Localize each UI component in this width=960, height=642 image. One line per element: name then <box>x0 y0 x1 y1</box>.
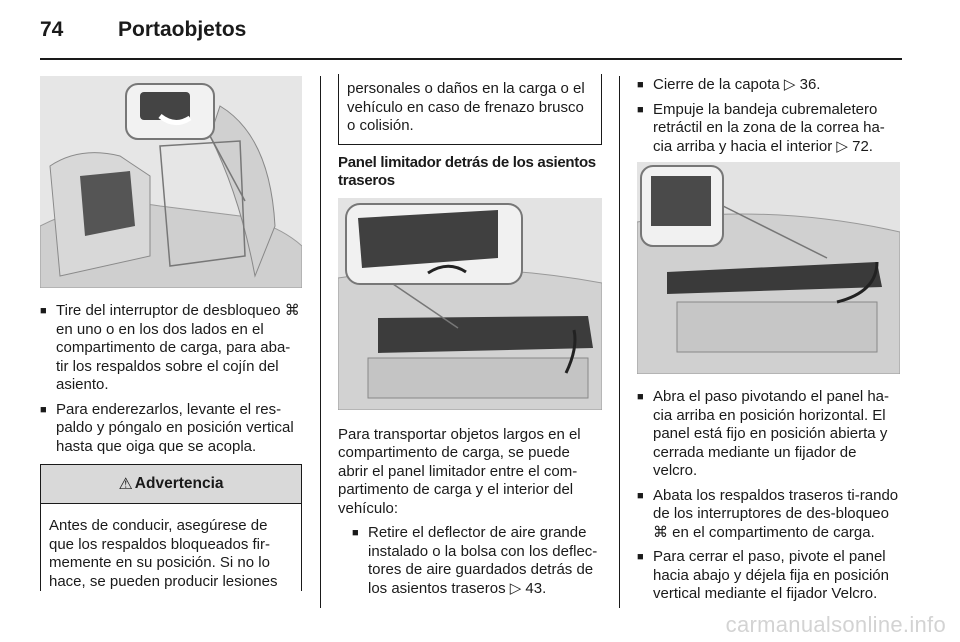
warning-text: Antes de conducir, asegúrese de que los respaldos bloqueados fir-memente en su posición. Si no lo hace, se pueden producir lesiones <box>49 517 278 590</box>
panel-limiter-illustration <box>338 198 602 410</box>
column-divider-2 <box>619 76 620 608</box>
column-3-bullets-bottom <box>637 388 900 604</box>
list-item: ■ Cierre de la capota ▷ 36. <box>637 76 900 95</box>
list-item: ■ Retire el deflector de aire grande instalado o la bolsa con los deflec-tores de aire guardados detrás de los asientos traseros ▷ 43. <box>352 524 602 598</box>
warning-icon: ⚠ <box>118 476 133 493</box>
column-3-bullets-top <box>637 76 900 156</box>
figure-panel-limiter <box>338 198 602 410</box>
warning-box <box>40 464 302 591</box>
section-heading: Panel limitador detrás de los asientos traseros <box>338 153 596 189</box>
warning-header <box>41 465 301 504</box>
list-item: ■ Para cerrar el paso, pivote el panel hacia abajo y déjela fija en posición vertical mediante el fijador Velcro. <box>637 548 900 604</box>
column-2 <box>338 76 602 604</box>
column-2-bullets <box>352 524 602 598</box>
list-item: ■ Abra el paso pivotando el panel ha-cia arriba en posición horizontal. El panel está fijo en posición abierta y cerrada mediante un fijador de velcro. <box>637 388 900 481</box>
list-item: ■ Empuje la bandeja cubremaletero retráctil en la zona de la correa ha-cia arriba y hacia el interior ▷ 72. <box>637 101 900 157</box>
page-title: Portaobjetos <box>118 18 247 41</box>
warning-title: Advertencia <box>134 475 224 492</box>
seat-release-illustration <box>40 76 302 288</box>
page-header <box>40 18 902 48</box>
page-number: 74 <box>40 18 64 41</box>
column-1 <box>40 76 302 591</box>
column-1-bullets <box>40 302 302 456</box>
column-3 <box>637 76 900 610</box>
open-passage-illustration <box>637 162 900 374</box>
watermark: carmanualsonline.info <box>725 612 946 637</box>
warning-continuation: personales o daños en la carga o el vehículo en caso de frenazo brusco o colisión. <box>338 74 602 145</box>
list-item: ■ Abata los respaldos traseros ti-rando de los interruptores de des-bloqueo ⌘ en el compartimento de carga. <box>637 487 900 543</box>
list-item: ■ Para enderezarlos, levante el res-paldo y póngalo en posición vertical hasta que oiga que se acopla. <box>40 401 302 457</box>
list-item: ■ Tire del interruptor de desbloqueo ⌘ en uno o en los dos lados en el compartimento de carga, para aba-tir los respaldos sobre el cojín del asiento. <box>40 302 302 395</box>
body-paragraph: Para transportar objetos largos en el compartimento de carga, se puede abrir el panel limitador entre el com-partimento de carga y el interior del vehículo: <box>338 425 581 517</box>
figure-rear-seat-release <box>40 76 302 288</box>
figure-open-passage <box>637 162 900 374</box>
column-divider-1 <box>320 76 321 608</box>
header-rule <box>40 58 902 60</box>
